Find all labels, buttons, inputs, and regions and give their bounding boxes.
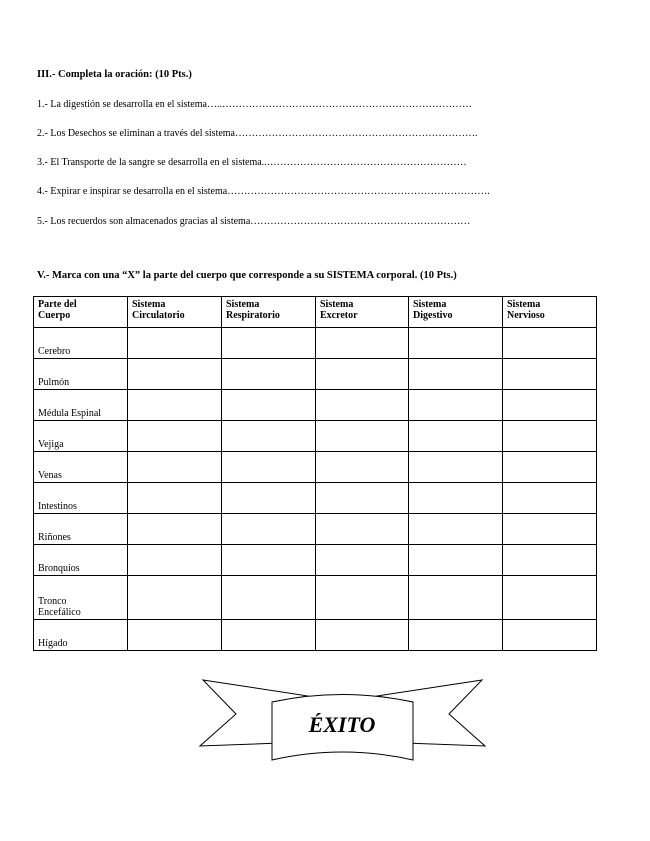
answer-cell[interactable] (222, 620, 316, 651)
body-part-label: Bronquios (34, 545, 128, 576)
answer-cell[interactable] (503, 452, 597, 483)
answer-cell[interactable] (128, 421, 222, 452)
body-part-label: Cerebro (34, 328, 128, 359)
answer-cell[interactable] (128, 483, 222, 514)
body-systems-table (33, 296, 597, 651)
answer-cell[interactable] (409, 390, 503, 421)
answer-cell[interactable] (409, 576, 503, 620)
answer-cell[interactable] (503, 390, 597, 421)
answer-cell[interactable] (222, 421, 316, 452)
answer-cell[interactable] (128, 620, 222, 651)
answer-cell[interactable] (409, 452, 503, 483)
answer-cell[interactable] (503, 421, 597, 452)
answer-cell[interactable] (409, 620, 503, 651)
table-row (34, 390, 597, 421)
sentence-2: 2.- Los Desechos se eliminan a través del sistema………………………………………………………………. (37, 128, 478, 139)
answer-cell[interactable] (316, 328, 409, 359)
answer-cell[interactable] (503, 576, 597, 620)
table-row (34, 483, 597, 514)
answer-cell[interactable] (503, 483, 597, 514)
table-row (34, 514, 597, 545)
header-circulatory: Sistema Circulatorio (128, 297, 222, 328)
answer-cell[interactable] (128, 359, 222, 390)
answer-cell[interactable] (316, 390, 409, 421)
answer-cell[interactable] (222, 483, 316, 514)
answer-cell[interactable] (128, 576, 222, 620)
answer-cell[interactable] (409, 545, 503, 576)
answer-cell[interactable] (316, 514, 409, 545)
body-part-label: Venas (34, 452, 128, 483)
answer-cell[interactable] (503, 514, 597, 545)
answer-cell[interactable] (316, 452, 409, 483)
table-row (34, 359, 597, 390)
banner-text: ÉXITO (308, 712, 376, 737)
header-respiratory: Sistema Respiratorio (222, 297, 316, 328)
table-row (34, 545, 597, 576)
answer-cell[interactable] (316, 576, 409, 620)
table-row (34, 421, 597, 452)
table-row (34, 328, 597, 359)
answer-cell[interactable] (503, 545, 597, 576)
answer-cell[interactable] (316, 421, 409, 452)
answer-cell[interactable] (316, 620, 409, 651)
header-body-part: Parte del Cuerpo (34, 297, 128, 328)
answer-cell[interactable] (409, 483, 503, 514)
section-5-title: V.- Marca con una “X” la parte del cuerpo que corresponde a su SISTEMA corporal. (10 Pts.) (37, 270, 457, 281)
answer-cell[interactable] (222, 576, 316, 620)
body-part-label: Riñones (34, 514, 128, 545)
answer-cell[interactable] (503, 359, 597, 390)
sentence-3: 3.- El Transporte de la sangre se desarrolla en el sistema..…………………………………………………… (37, 157, 467, 168)
sentence-5: 5.- Los recuerdos son almacenados gracias al sistema………………………………………………………… (37, 216, 471, 227)
header-excretory: Sistema Excretor (316, 297, 409, 328)
answer-cell[interactable] (316, 483, 409, 514)
answer-cell[interactable] (128, 514, 222, 545)
body-part-label: Intestinos (34, 483, 128, 514)
header-digestive: Sistema Digestivo (409, 297, 503, 328)
answer-cell[interactable] (222, 390, 316, 421)
header-nervous: Sistema Nervioso (503, 297, 597, 328)
section-3-title: III.- Completa la oración: (10 Pts.) (37, 69, 192, 80)
table-header-row (34, 297, 597, 328)
answer-cell[interactable] (316, 545, 409, 576)
answer-cell[interactable] (222, 359, 316, 390)
answer-cell[interactable] (503, 620, 597, 651)
answer-cell[interactable] (128, 452, 222, 483)
answer-cell[interactable] (222, 545, 316, 576)
answer-cell[interactable] (316, 359, 409, 390)
answer-cell[interactable] (222, 328, 316, 359)
answer-cell[interactable] (409, 514, 503, 545)
answer-cell[interactable] (409, 421, 503, 452)
body-part-label: Pulmón (34, 359, 128, 390)
body-part-label: Médula Espinal (34, 390, 128, 421)
answer-cell[interactable] (503, 328, 597, 359)
exito-ribbon-banner (0, 672, 650, 772)
answer-cell[interactable] (409, 328, 503, 359)
answer-cell[interactable] (128, 390, 222, 421)
table-row (34, 576, 597, 620)
table-row (34, 452, 597, 483)
answer-cell[interactable] (409, 359, 503, 390)
answer-cell[interactable] (128, 328, 222, 359)
body-part-label: Hígado (34, 620, 128, 651)
answer-cell[interactable] (128, 545, 222, 576)
answer-cell[interactable] (222, 514, 316, 545)
table-row (34, 620, 597, 651)
sentence-4: 4.- Expirar e inspirar se desarrolla en el sistema……………………………………………………………………. (37, 186, 490, 197)
sentence-1: 1.- La digestión se desarrolla en el sistema…..………………………………………………………………… (37, 99, 472, 110)
answer-cell[interactable] (222, 452, 316, 483)
body-part-label: Tronco Encefálico (34, 576, 128, 620)
body-part-label: Vejiga (34, 421, 128, 452)
